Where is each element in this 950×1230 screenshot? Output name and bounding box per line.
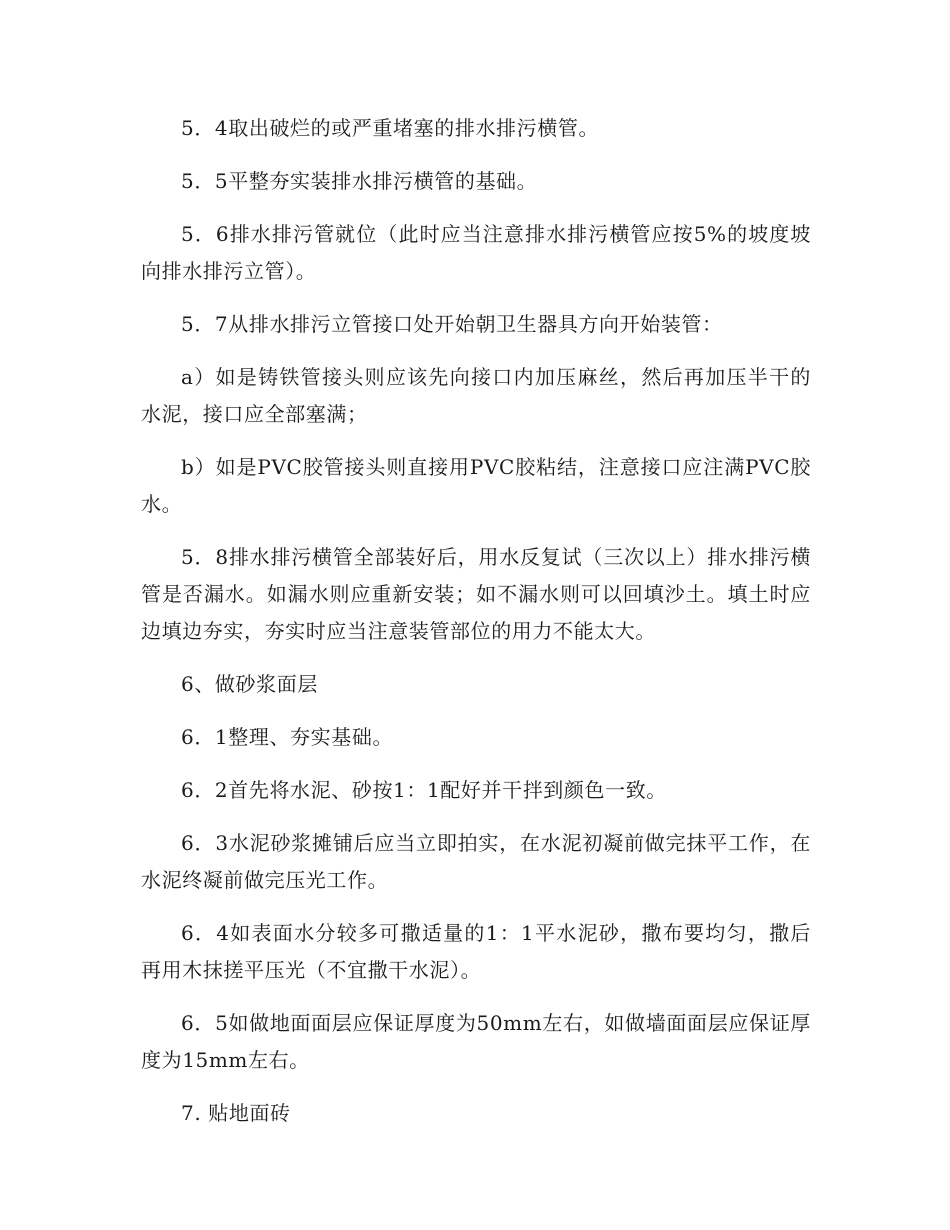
paragraph-5-6: 5．6排水排污管就位（此时应当注意排水排污横管应按5%的坡度坡向排水排污立管）。 — [141, 222, 811, 283]
paragraph-5-7-b: b）如是PVC胶管接头则直接用PVC胶粘结，注意接口应注满PVC胶水。 — [141, 455, 811, 516]
section-heading-6: 6、做砂浆面层 — [181, 672, 318, 696]
paragraph-5-4: 5．4取出破烂的或严重堵塞的排水排污横管。 — [181, 116, 600, 140]
paragraph-6-3: 6．3水泥砂浆摊铺后应当立即拍实，在水泥初凝前做完抹平工作，在水泥终凝前做完压光工作。 — [141, 831, 811, 892]
paragraph-6-2: 6．2首先将水泥、砂按1：1配好并干拌到颜色一致。 — [181, 778, 667, 802]
paragraph-5-7-a: a）如是铸铁管接头则应该先向接口内加压麻丝，然后再加压半干的水泥，接口应全部塞满； — [141, 365, 811, 426]
paragraph-6-1: 6．1整理、夯实基础。 — [181, 725, 394, 749]
document-body — [141, 110, 811, 1148]
paragraph-5-7: 5．7从排水排污立管接口处开始朝卫生器具方向开始装管： — [181, 312, 723, 336]
paragraph-5-5: 5．5平整夯实装排水排污横管的基础。 — [181, 169, 538, 193]
paragraph-6-4: 6．4如表面水分较多可撒适量的1：1平水泥砂，撒布要均匀，撒后再用木抹搓平压光（不宜撒干水泥）。 — [141, 921, 811, 982]
paragraph-6-5: 6．5如做地面面层应保证厚度为50mm左右，如做墙面面层应保证厚度为15mm左右。 — [141, 1011, 811, 1072]
paragraph-5-8: 5．8排水排污横管全部装好后，用水反复试（三次以上）排水排污横管是否漏水。如漏水则应重新安装；如不漏水则可以回填沙土。填土时应边填边夯实，夯实时应当注意装管部位的用力不能太大。 — [141, 545, 811, 643]
section-heading-7: 7. 贴地面砖 — [181, 1101, 291, 1125]
